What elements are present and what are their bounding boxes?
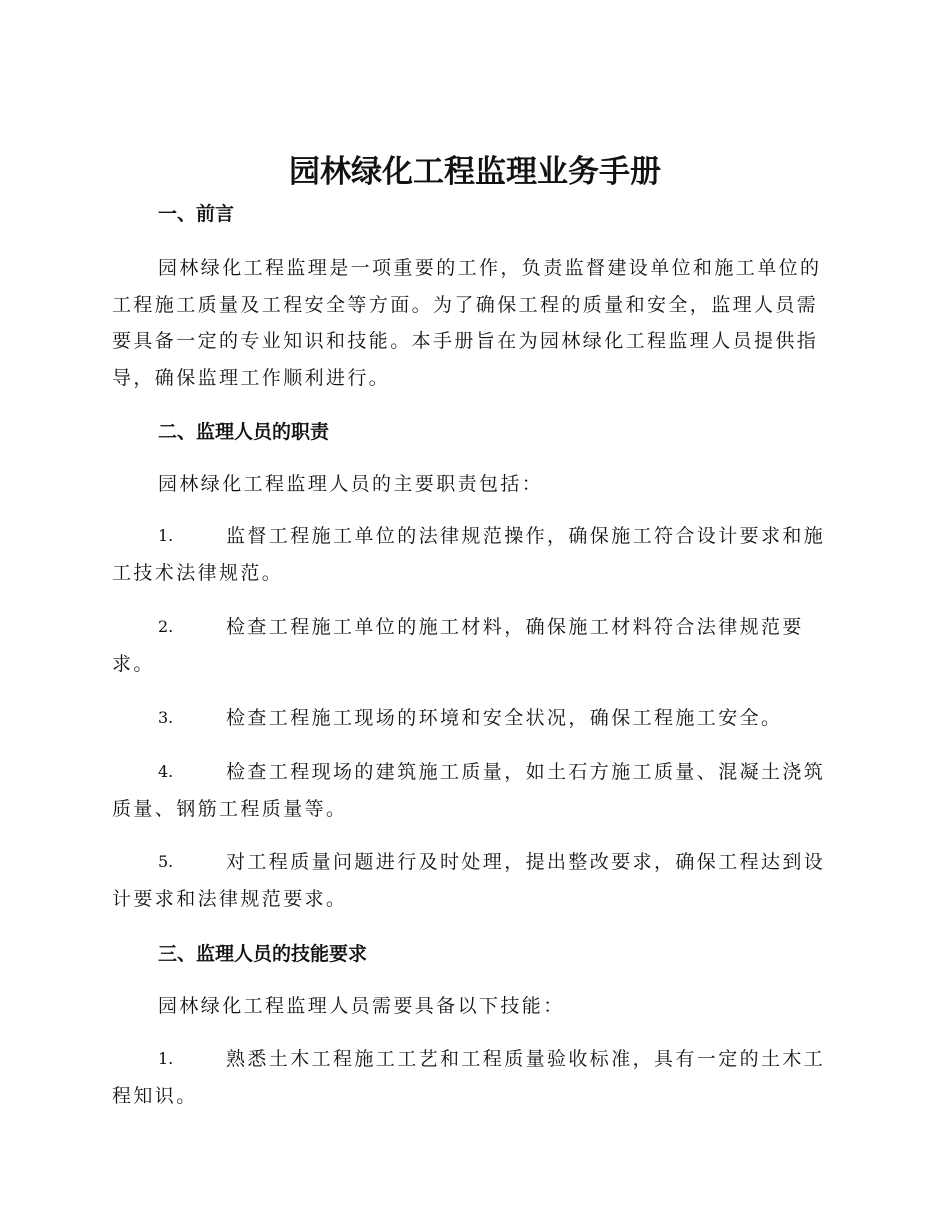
preface-paragraph: 园林绿化工程监理是一项重要的工作，负责监督建设单位和施工单位的工程施工质量及工程安全等方面。为了确保工程的质量和安全，监理人员需要具备一定的专业知识和技能。本手册旨在为园林绿化工程监理人员提供指导，确保监理工作顺利进行。 <box>112 257 822 389</box>
list-item-text: 对工程质量问题进行及时处理，提出整改要求，确保工程达到设计要求和法律规范要求。 <box>112 851 826 910</box>
list-item-text: 熟悉土木工程施工工艺和工程质量验收标准，具有一定的土木工程知识。 <box>112 1048 826 1107</box>
list-item-text: 监督工程施工单位的法律规范操作，确保施工符合设计要求和施工技术法律规范。 <box>112 525 826 584</box>
duties-intro: 园林绿化工程监理人员的主要职责包括： <box>158 473 544 495</box>
list-item <box>112 609 836 682</box>
list-item-number: 3. <box>158 708 174 727</box>
list-item-number: 4. <box>158 762 174 781</box>
section-heading-skills: 三、监理人员的技能要求 <box>158 943 368 965</box>
list-item-number: 5. <box>158 852 174 871</box>
list-item-text: 检查工程施工现场的环境和安全状况，确保工程施工安全。 <box>226 707 783 729</box>
list-item-number: 1. <box>158 1049 174 1068</box>
section-heading-preface: 一、前言 <box>158 203 235 225</box>
list-item-number: 1. <box>158 526 174 545</box>
list-item <box>112 518 836 591</box>
list-item-text: 检查工程现场的建筑施工质量，如土石方施工质量、混凝土浇筑质量、钢筋工程质量等。 <box>112 761 826 820</box>
document-title: 园林绿化工程监理业务手册 <box>289 154 661 190</box>
list-item <box>112 700 836 737</box>
list-item-number: 2. <box>158 617 174 636</box>
list-item <box>112 754 836 827</box>
list-item <box>112 844 836 917</box>
list-item <box>112 1041 836 1114</box>
skills-intro: 园林绿化工程监理人员需要具备以下技能： <box>158 995 565 1017</box>
list-item-text: 检查工程施工单位的施工材料，确保施工材料符合法律规范要求。 <box>112 616 804 675</box>
section-heading-duties: 二、监理人员的职责 <box>158 421 330 443</box>
